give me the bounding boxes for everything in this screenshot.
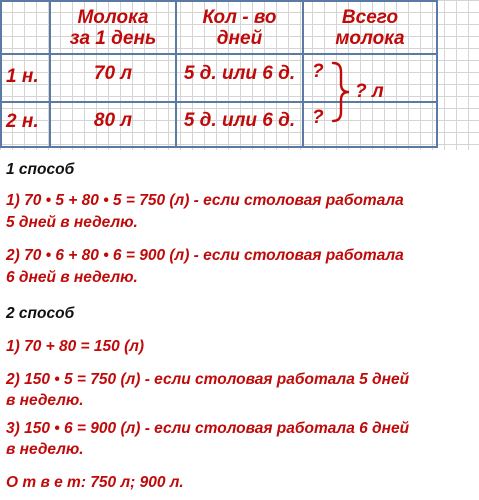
method-2-step-1: 1) 70 + 80 = 150 (л) xyxy=(6,338,145,355)
method-1-step-2-line-2: 6 дней в неделю. xyxy=(6,269,138,286)
method-1-step-1-line-2: 5 дней в неделю. xyxy=(6,214,138,231)
row-2-label: 2 н. xyxy=(6,111,39,132)
header-milk-line1: Молока xyxy=(77,7,149,28)
header-milk-per-day xyxy=(51,7,175,49)
row-1-days: 5 д. или 6 д. xyxy=(183,63,296,84)
table-border-header xyxy=(0,53,438,55)
row-2-days: 5 д. или 6 д. xyxy=(183,110,296,131)
header-days xyxy=(177,7,302,49)
header-total-line2: молока xyxy=(335,28,405,49)
method-1-title: 1 способ xyxy=(6,161,75,178)
row-1-total: ? xyxy=(312,61,324,82)
method-2-step-2-line-2: в неделю. xyxy=(6,392,84,409)
method-2-step-2-line-1: 2) 150 • 5 = 750 (л) - если столовая работала 5 дней xyxy=(6,371,410,388)
header-milk-line2: за 1 день xyxy=(69,28,157,49)
header-days-line2: дней xyxy=(216,28,263,49)
table-border-left xyxy=(0,0,2,148)
method-1-step-2-line-1: 2) 70 • 6 + 80 • 6 = 900 (л) - если столовая работала xyxy=(6,247,404,264)
row-2-total: ? xyxy=(312,107,324,128)
method-2-step-3-line-2: в неделю. xyxy=(6,441,84,458)
combined-total: ? л xyxy=(355,81,384,102)
row-2-milk: 80 л xyxy=(93,110,133,131)
method-1-step-1-line-1: 1) 70 • 5 + 80 • 5 = 750 (л) - если столовая работала xyxy=(6,192,404,209)
row-1-milk: 70 л xyxy=(93,63,133,84)
method-2-step-3-line-1: 3) 150 • 6 = 900 (л) - если столовая работала 6 дней xyxy=(6,420,410,437)
header-total xyxy=(304,7,436,49)
answer-line: О т в е т: 750 л; 900 л. xyxy=(6,474,184,491)
row-1-label: 1 н. xyxy=(6,66,39,87)
table-border-bottom xyxy=(0,146,438,148)
header-total-line1: Всего xyxy=(341,7,399,28)
curly-brace-icon xyxy=(330,60,352,124)
method-2-title: 2 способ xyxy=(6,305,75,322)
header-days-line1: Кол - во xyxy=(202,7,277,28)
data-table xyxy=(0,0,479,150)
table-border-right xyxy=(436,0,438,148)
table-border-top xyxy=(0,0,438,2)
